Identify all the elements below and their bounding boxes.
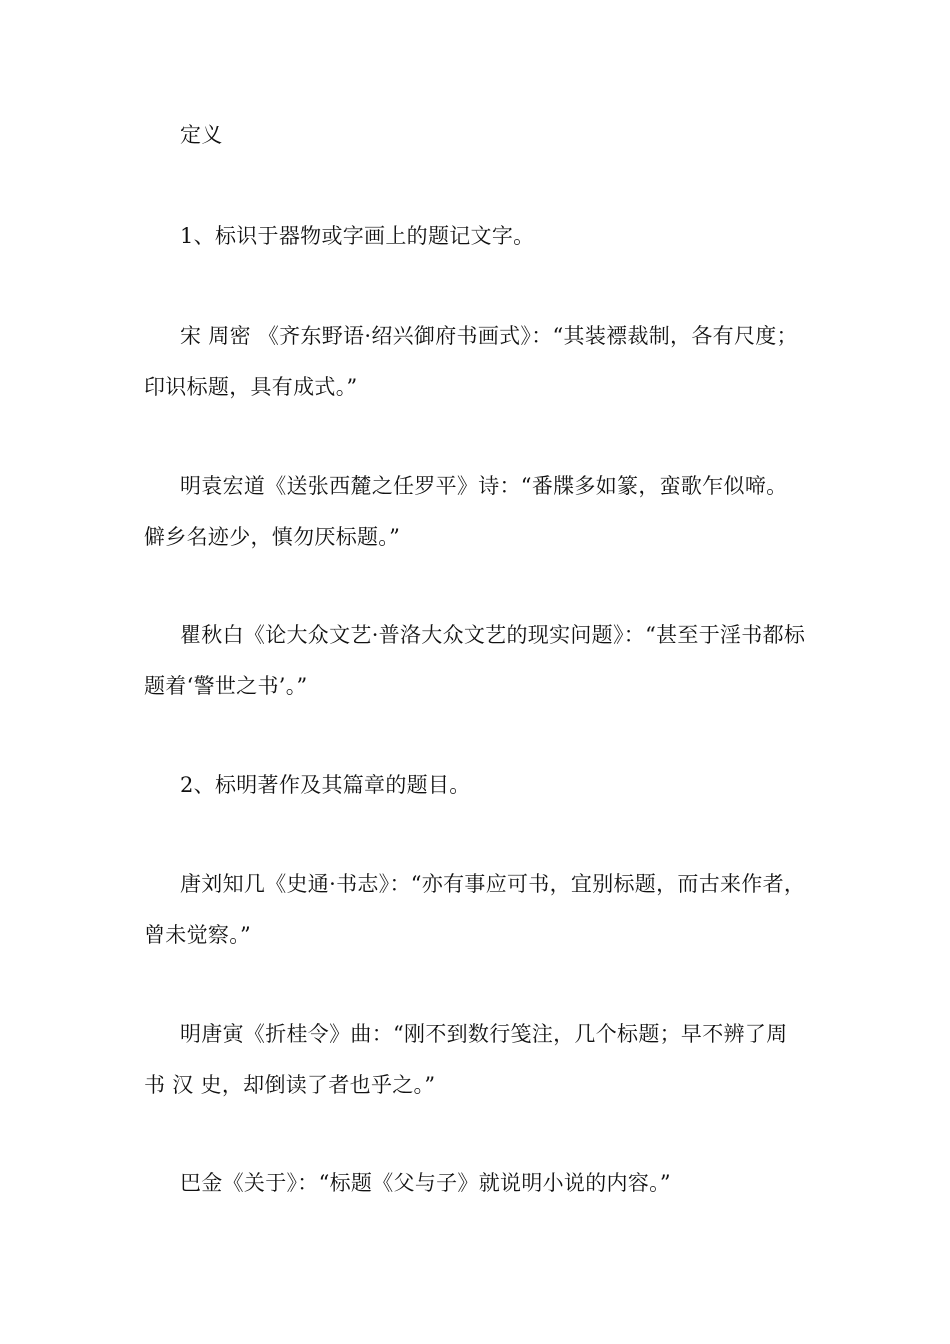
- definition-item-2: 2、标明著作及其篇章的题目。: [180, 773, 471, 797]
- citation-zhou-mi: 宋 周密 《齐东野语·绍兴御府书画式》：“其装褾裁制，各有尺度；印识标题，具有成式。”: [144, 324, 798, 399]
- definition-item-1: 1、标识于器物或字画上的题记文字。: [180, 224, 535, 248]
- citation-qu-qiubai: 瞿秋白《论大众文艺·普洛大众文艺的现实问题》：“甚至于淫书都标题着‘警世之书’。”: [144, 623, 806, 698]
- citation-yuan-hongdao: 明袁宏道《送张西麓之任罗平》诗：“番牒多如篆，蛮歌乍似啼。僻乡名迹少，慎勿厌标题。”: [144, 474, 788, 549]
- section-heading: 定义: [180, 123, 223, 147]
- citation-liu-zhiji: 唐刘知几《史通·书志》：“亦有事应可书，宜别标题，而古来作者，曾未觉察。”: [144, 872, 806, 947]
- citation-ba-jin: 巴金《关于》：“标题《父与子》就说明小说的内容。”: [180, 1171, 671, 1195]
- citation-tang-yin: 明唐寅《折桂令》曲：“刚不到数行笺注，几个标题；早不辨了周 书 汉 史，却倒读了者也乎之。”: [144, 1022, 788, 1097]
